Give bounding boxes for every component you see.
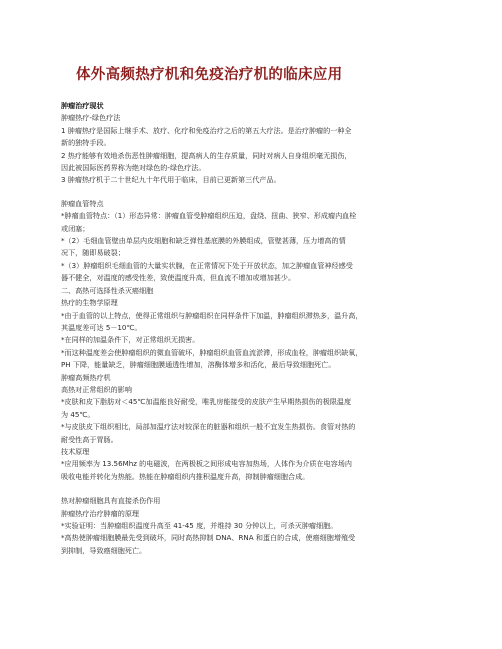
paragraph-line: *（2）毛细血管壁由单层内皮细胞和缺乏弹性基底膜的外膜组成，管壁甚薄，压力增高的情 [61, 236, 346, 246]
paragraph-gap [61, 187, 445, 198]
paragraph-line: 或闭塞； [61, 223, 90, 233]
paragraph-line: 况下，随即易破裂； [61, 248, 125, 258]
paragraph-line: *应用频率为 13.56Mhz 的电磁波，在两极板之间形成电容加热场，人体作为介质在电容场内 [61, 459, 352, 469]
paragraph-line: *实验证明：当肿瘤组织温度升高至 41-45 度，并维持 30 分钟以上，可杀灭肿瘤细胞。 [61, 521, 338, 530]
paragraph-line: *由于血管的以上特点，使得正常组织与肿瘤组织在同样条件下加温，肿瘤组织滞热多，温升高， [61, 310, 363, 320]
paragraph-line: 肿瘤血管特点 [61, 198, 104, 208]
paragraph-line: 2 热疗能够有效地杀伤恶性肿瘤细胞，提高病人的生存质量，同时对病人自身组织毫无损伤， [61, 150, 352, 160]
paragraph-line: 3 肿瘤热疗机于二十世纪九十年代用于临床，目前已更新第三代产品。 [61, 175, 281, 185]
paragraph-line: *皮肤和皮下脂肪对＜45℃加温能良好耐受，唯乳房能接受的皮肤产生早期热损伤的极限温度 [61, 397, 352, 407]
paragraph-line: 热对肿瘤细胞具有直接杀伤作用 [61, 496, 161, 506]
paragraph-line: 到抑制，导致癌细胞死亡。 [61, 545, 147, 555]
paragraph-line: *高热使肿瘤细胞膜最先受到破坏，同时高热抑制 DNA、RNA 和蛋白的合成，使癌细胞增殖受 [61, 533, 356, 543]
paragraph-line: 热疗的生物学原理 [61, 298, 118, 308]
paragraph-line: 肿瘤高频热疗机 [61, 372, 111, 382]
paragraph-line: *与皮肤皮下组织相比，局部加温疗法对较深在的脏器和组织一般不宜发生热损伤。食管对热的 [61, 422, 356, 432]
paragraph-line: *肿瘤血管特点：（1）形态异常：肿瘤血管受肿瘤组织压迫，盘绕、扭曲、狭窄、形成瘤内血栓 [61, 211, 357, 221]
paragraph-line: 为 45℃。 [61, 409, 95, 419]
paragraph-line: *（3）肿瘤组织毛细血管的大量实状腺，在正常情况下处于开放状态，加之肿瘤血管神经感受 [61, 260, 353, 270]
paragraph-line: 因此被国际医药界称为绝对绿色的-绿色疗法。 [61, 163, 206, 173]
paragraph-line: 吸收电能并转化为热能。热能在肿瘤组织内推积温度升高，抑制肿瘤细胞合成。 [61, 471, 310, 481]
paragraph-line: 1 肿瘤热疗是国际上继手术、放疗、化疗和免疫治疗之后的第五大疗法。是治疗肿瘤的一种全 [61, 125, 352, 135]
paragraph-line: *而这种温度差会使肿瘤组织的微血管破坏，肿瘤组织血管血流淤滞，形成血栓，肿瘤组织缺氧， [61, 347, 363, 357]
paragraph-gap [61, 483, 445, 495]
document-body [61, 100, 445, 557]
paragraph-line: PH 下降，能量缺乏，肿瘤细胞膜通透性增加，溶酶体增多和活化，最后导致细胞死亡。 [61, 360, 336, 370]
paragraph-line: 耐受性高于胃肠。 [61, 434, 118, 444]
paragraph-line: 二、高热可选择性杀灭癌细胞 [61, 285, 154, 295]
paragraph-line: 肿瘤热疗治疗肿瘤的原理 [61, 508, 140, 518]
section-heading: 肿瘤治疗现状 [61, 101, 104, 110]
paragraph-line: *在同样的加温条件下，对正常组织无损害。 [61, 335, 200, 345]
paragraph-line: 其温度差可达 5－10℃。 [61, 322, 142, 332]
paragraph-line: 高热对正常组织的影响 [61, 384, 132, 394]
paragraph-line: 肿瘤热疗-绿色疗法 [61, 113, 121, 123]
paragraph-line: 器不健全，对温度的感受性差，致使温度升高，但血流不增加或增加甚少。 [61, 273, 296, 283]
document-title: 体外高频热疗机和免疫治疗机的临床应用 [76, 67, 343, 83]
paragraph-line: 新的独特手段。 [61, 138, 111, 148]
paragraph-line: 技术原理 [61, 446, 90, 456]
